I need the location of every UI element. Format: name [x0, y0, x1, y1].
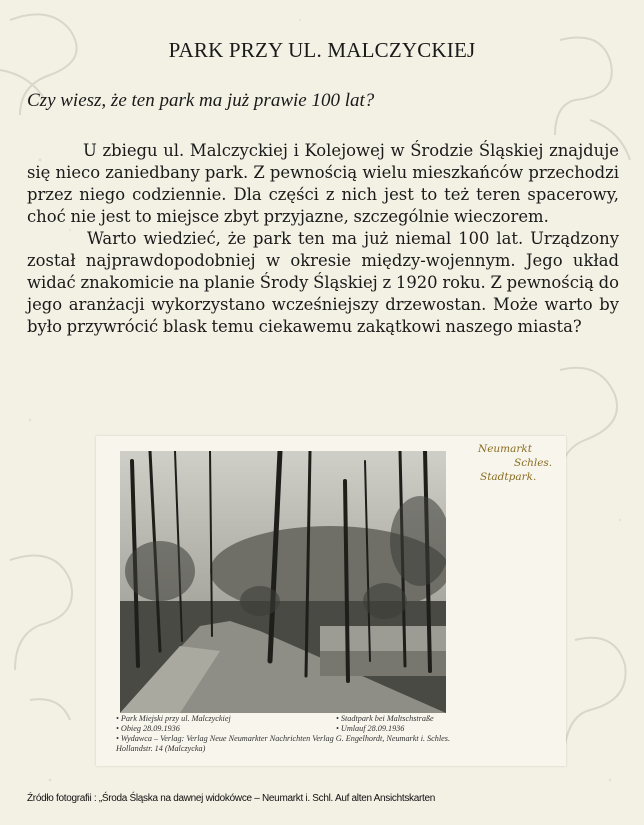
handwritten-inscription	[478, 442, 568, 484]
photo-source: Źródło fotografii : „Środa Śląska na dawnej widokówce – Neumarkt i. Schl. Auf alten Ansichtskarten	[27, 793, 436, 804]
caption-address: Hollandstr. 14 (Malczycka)	[116, 744, 206, 753]
caption-item: • Obieg 28.09.1936	[116, 724, 180, 733]
caption-item: • Stadtpark bei Maltschstraße	[336, 714, 434, 723]
caption-item: • Umlauf 28.09.1936	[336, 724, 405, 733]
caption-item: • Park Miejski przy ul. Malczyckiej	[116, 714, 231, 723]
handwriting-line: Neumarkt	[478, 443, 532, 455]
subtitle-question: Czy wiesz, że ten park ma już prawie 100 lat?	[27, 90, 375, 111]
park-photo	[120, 451, 446, 713]
postcard	[96, 436, 566, 766]
article-body	[27, 140, 619, 338]
paragraph-2: Warto wiedzieć, że park ten ma już niemal 100 lat. Urządzony został najprawdopodobniej w okresie między-wojennym. Jego układ widać znakomicie na planie Środy Śląskiej z 1920 roku. Z pewnością do jego aranżacji wykorzystano wcześniejszy drzewostan. Może warto by było przywrócić blask temu ciekawemu zakątkowi naszego miasta?	[27, 229, 619, 336]
page-title: PARK PRZY UL. MALCZYCKIEJ	[168, 38, 476, 62]
postcard-caption	[116, 714, 562, 754]
paragraph-1: U zbiegu ul. Malczyckiej i Kolejowej w Środzie Śląskiej znajduje się nieco zaniedbany park. Z pewnością wielu mieszkańców przechodzi przez niego codziennie. Dla części z nich jest to też teren spacerowy, choć nie jest to miejsce zbyt przyjazne, szczególnie wieczorem.	[27, 141, 619, 226]
caption-publisher: • Wydawca – Verlag: Verlag Neue Neumarkter Nachrichten Verlag G. Engelhordt, Neumarkt i. Schles.	[116, 734, 451, 743]
handwriting-line: Stadtpark.	[480, 471, 537, 483]
handwriting-line: Schles.	[514, 457, 553, 469]
